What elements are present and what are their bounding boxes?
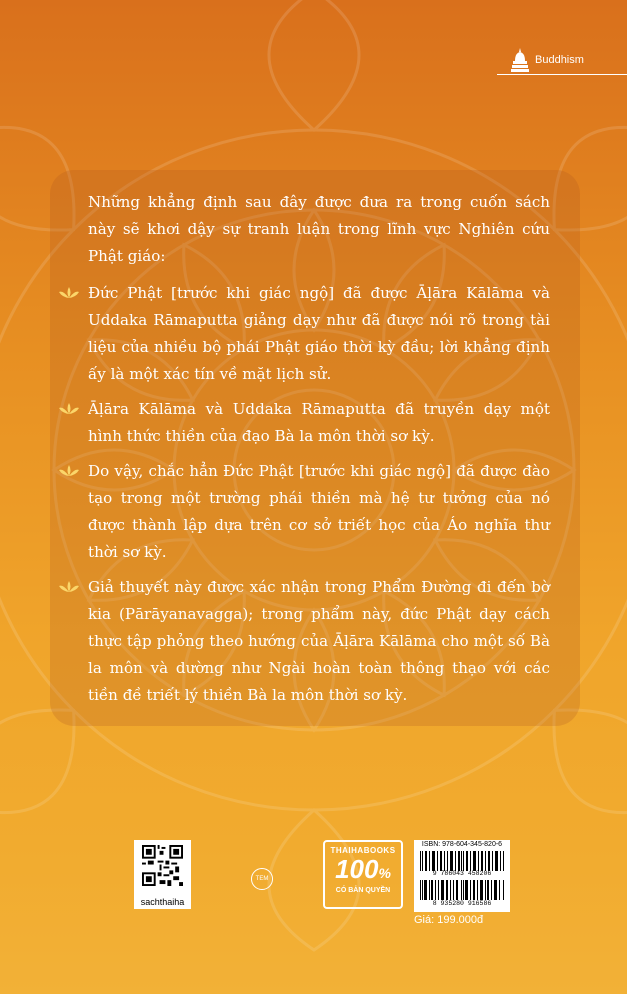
lotus-bullet-icon: [58, 580, 80, 594]
brand-tag: [497, 40, 627, 80]
copyright-badge: [323, 840, 403, 909]
price-label: Giá: 199.000đ: [414, 914, 484, 926]
claim-text: Đức Phật [trước khi giác ngộ] đã được Āḷāra Kālāma và Uddaka Rāmaputta giảng dạy như đã được nói rõ trong tài liệu của nhiều bộ phái Phật giáo thời kỳ đầu; lời khẳng định ấy là một xác tín về mặt lịch sử.: [88, 284, 550, 383]
qr-label: sachthaiha: [140, 897, 185, 907]
lotus-bullet-icon: [58, 402, 80, 416]
stupa-logo-icon: [511, 47, 529, 73]
qr-code[interactable]: [134, 840, 191, 909]
copyright-percent: [325, 855, 401, 887]
isbn-label: ISBN: 978-604-345-820-6: [421, 841, 503, 848]
lotus-bullet-icon: [58, 286, 80, 300]
tem-stamp: TEM: [251, 868, 273, 890]
lotus-bullet-icon: [58, 464, 80, 478]
copyright-subtitle: CÓ BẢN QUYỀN: [335, 887, 391, 894]
brand-label: Buddhism: [535, 54, 584, 66]
barcode-number-1: 9 786043 458206: [432, 870, 492, 877]
claim-item: [88, 396, 550, 450]
claim-text: Āḷāra Kālāma và Uddaka Rāmaputta đã truyền dạy một hình thức thiền của đạo Bà la môn thời sơ kỳ.: [88, 400, 550, 445]
claim-item: [88, 458, 550, 566]
claim-item: [88, 574, 550, 709]
product-barcode-icon: [420, 880, 504, 900]
brand-underline: [497, 74, 627, 75]
intro-paragraph: Những khẳng định sau đây được đưa ra trong cuốn sách này sẽ khơi dậy sự tranh luận trong lĩnh vực Nghiên cứu Phật giáo:: [88, 193, 550, 265]
percent-sign: %: [378, 865, 391, 881]
percent-value: 100: [335, 854, 379, 884]
claim-item: [88, 280, 550, 388]
barcode-number-2: 8 935280 916586: [432, 900, 492, 907]
footer: [0, 836, 627, 936]
barcode-block: [414, 840, 510, 912]
isbn-barcode-icon: [420, 851, 504, 871]
claim-text: Giả thuyết này được xác nhận trong Phẩm Đường đi đến bờ kia (Pārāyanavagga); trong phẩm này, đức Phật dạy cách thực tập phỏng theo hướng của Āḷāra Kālāma cho một số Bà la môn và dường như Ngài hoàn toàn thông thạo với các tiền đề triết lý thiền Bà la môn thời sơ kỳ.: [88, 578, 550, 704]
back-cover-text: [88, 189, 550, 717]
publisher-name: THAIHABOOKS: [330, 846, 396, 855]
claim-text: Do vậy, chắc hẳn Đức Phật [trước khi giác ngộ] đã được đào tạo trong một trường phái thiền mà hệ tư tưởng của nó được thành lập dựa trên cơ sở triết học của Áo nghĩa thư thời sơ kỳ.: [88, 462, 550, 561]
qr-code-icon: [142, 845, 183, 886]
